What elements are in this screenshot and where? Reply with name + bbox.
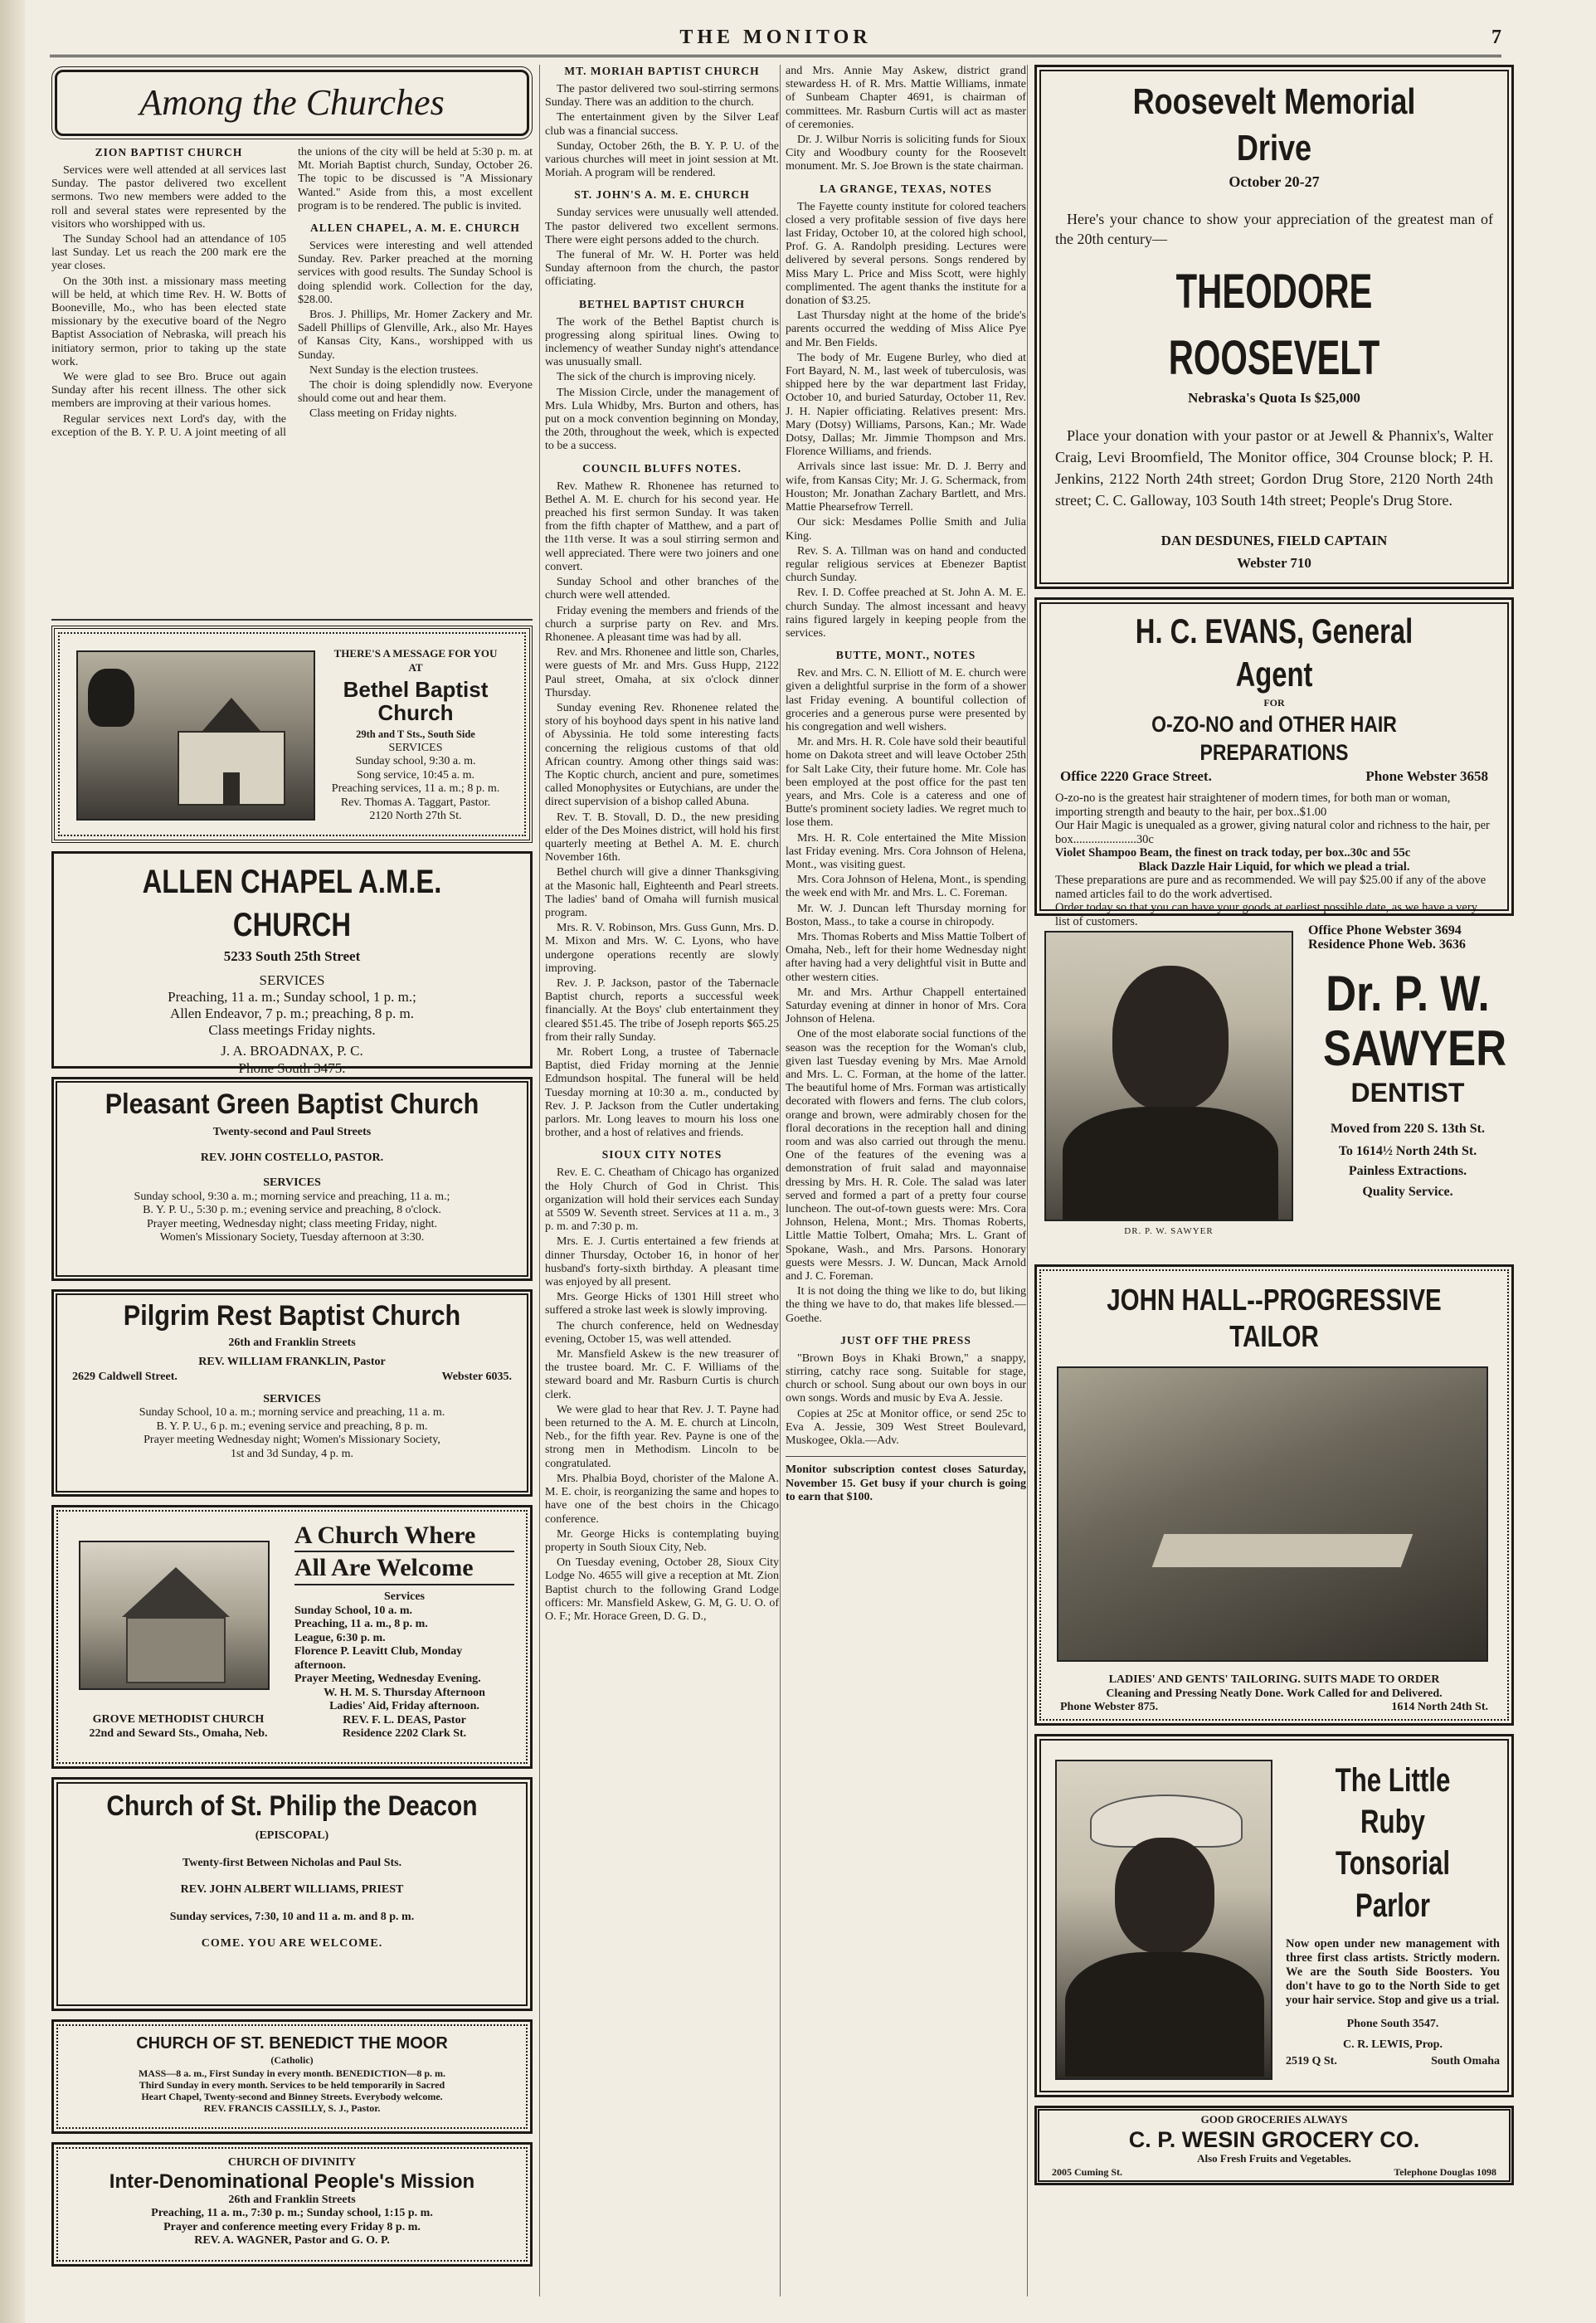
tailor-shop-photo (1057, 1366, 1488, 1662)
church-building-icon (105, 1567, 246, 1683)
sawyer-name-1: Dr. P. W. (1326, 966, 1490, 1021)
council-p2: Sunday School and other branches of the church were well attended. (545, 576, 779, 602)
grove-line-6: W. H. M. S. Thursday Afternoon (324, 1686, 485, 1699)
evans-line-4: Black Dazzle Hair Liquid, for which we plead a trial. (1138, 860, 1410, 874)
grove-headline-2: All Are Welcome (294, 1552, 514, 1585)
wesin-phone: Telephone Douglas 1098 (1394, 2166, 1496, 2178)
contest-notice: Monitor subscription contest closes Saturday, November 15. Get busy if your church is going to earn that $100. (786, 1456, 1026, 1504)
sawyer-quality: Quality Service. (1362, 1184, 1453, 1199)
pleasant-ad-line-2: B. Y. P. U., 5:30 p. m.; evening service and preaching, 8 o'clock. (143, 1204, 441, 1216)
stjohn-p2: The funeral of Mr. W. H. Porter was held Sunday afternoon from the church, the pastor officiating. (545, 249, 779, 289)
stjohn-heading: ST. JOHN'S A. M. E. CHURCH (574, 188, 750, 202)
evans-phone: Phone Webster 3658 (1365, 767, 1488, 784)
grove-address: 22nd and Seward Sts., Omaha, Neb. (89, 1726, 268, 1740)
bethel-line-1: Sunday school, 9:30 a. m. (355, 755, 476, 767)
moriah-heading: MT. MORIAH BAPTIST CHURCH (564, 65, 760, 77)
roosevelt-body: Place your donation with your pastor or at Jewell & Phannix's, Walter Craig, Levi Broomfield, The Monitor office, 304 Crounse block; P. H. Jenkins, 2122 North 24th street; Gordon Drug Store, 2120 North 24th street; C. C. Galloway, 103 South 14th street; People's Drug Store. (1055, 427, 1493, 509)
hall-line-2: Cleaning and Pressing Neatly Done. Work Called for and Delivered. (1106, 1687, 1443, 1700)
zion-column (51, 146, 533, 621)
pilgrim-ad-line-3: Prayer meeting Wednesday night; Women's Missionary Society, (144, 1434, 440, 1446)
bethel-ad (51, 626, 533, 843)
col3-top-p1: and Mrs. Annie May Askew, district grand stewardess H. of R. Mrs. Mattie Williams, inmate of Sunbeam Chapter 4691, is chairman of committees. Mr. Rasburn Curtis will act as master of ceremonies. (786, 65, 1026, 131)
sawyer-extract: Painless Extractions. (1348, 1164, 1467, 1178)
pleasant-ad-pastor: REV. JOHN COSTELLO, PASTOR. (200, 1151, 384, 1164)
council-p9: Rev. J. P. Jackson, pastor of the Tabernacle Baptist church, reports a successful week financially. At the Boys' club entertainment they cleared $51.45. The tribe of Joseph reports $65.25 from their rally Sunday. (545, 976, 779, 1044)
philip-ad-services: Sunday services, 7:30, 10 and 11 a. m. and 8 p. m. (169, 1910, 415, 1923)
ruby-ad-text (1286, 1760, 1500, 2069)
sioux-p8: Mr. George Hicks is contemplating buying property in South Sioux City, Neb. (545, 1527, 779, 1554)
bethel-p3: The Mission Circle, under the management of Mrs. Lula Whidby, Mrs. Burton and others, has put on a mock convention beginning on Monday, the 20th, throughout the week, which is expected to be a success. (545, 386, 779, 453)
benedict-ad-pastor: REV. FRANCIS CASSILLY, S. J., Pastor. (203, 2101, 381, 2114)
benedict-ad-line-1: MASS—8 a. m., First Sunday in every month. BENEDICTION—8 p. m. (138, 2067, 446, 2079)
page-header (50, 27, 1501, 57)
grove-headline-1: A Church Where (294, 1521, 514, 1552)
evans-line-3: Violet Shampoo Beam, the finest on track today, per box..30c and 55c (1055, 846, 1411, 860)
pleasant-ad-address: Twenty-second and Paul Streets (212, 1126, 372, 1138)
bethel-services-title: SERVICES (388, 741, 443, 754)
butte-p5: Mr. W. J. Duncan left Thursday morning for Boston, Mass., to take a course in chiropody. (786, 902, 1026, 928)
lagrange-p3: The body of Mr. Eugene Burley, who died at Fort Bayard, N. M., last week of tuberculosis, was shipped here by the war department last Friday, October 10, and buried Saturday, October 11, Rev. J. H. Napier officiating. Relatives present: Mrs. Mary (Dotsy) Williams, Parsons, Kan.; Mr. Wade Dotsy, Dallas; Mr. Jimmie Thompson and Mrs. Florence Williams, and friends. (786, 351, 1026, 459)
wesin-address: 2005 Cuming St. (1052, 2166, 1123, 2178)
sawyer-office-phone: Office Phone Webster 3694 (1308, 923, 1462, 937)
bethel-p1: The work of the Bethel Baptist church is progressing along spiritual lines. Owing to inclemency of weather Sunday night's attendance was unusually small. (545, 315, 779, 369)
sawyer-name-2: SAWYER (1323, 1020, 1507, 1076)
bethel-message: THERE'S A MESSAGE FOR YOU AT (333, 647, 498, 674)
ruby-prop: C. R. LEWIS, Prop. (1343, 2038, 1443, 2051)
bethel-line-4: Rev. Thomas A. Taggart, Pastor. (340, 796, 491, 809)
ruby-title-2: Tonsorial (1335, 1845, 1451, 1882)
butte-p9: It is not doing the thing we like to do, but liking the thing we have to do, that makes life blessed.—Goethe. (786, 1285, 1026, 1325)
shop-counter (1152, 1534, 1414, 1567)
pilgrim-ad-address: 26th and Franklin Streets (228, 1337, 356, 1349)
st-philip-ad (51, 1777, 533, 2011)
zion-p1: Services were well attended at all services last Sunday. The pastor delivered two excellent sermons. Two new members were added to the roll and several states were represented by the visitors who worshipped with us. (51, 164, 286, 231)
zion-p5: Regular services next Lord's day, with the exception of the B. Y. P. U. A joint meeting of all the unions of the city will be held at 5:30 p. m. at Mt. Moriah Baptist church, Sunday, October 26. The topic to be discussed is "A Missionary Wanted." Aside from this, a most excellent program is to be rendered. The public is invited. (51, 146, 533, 439)
mission-ad-label: CHURCH OF DIVINITY (227, 2156, 357, 2169)
hall-address: 1614 North 24th St. (1391, 1701, 1488, 1713)
sawyer-title: DENTIST (1350, 1078, 1465, 1108)
benedict-ad-line-2: Third Sunday in every month. Services to be held temporarily in Sacred (139, 2078, 445, 2091)
section-title: Among the Churches (139, 82, 445, 123)
pilgrim-ad-services-title: SERVICES (263, 1392, 321, 1405)
john-hall-ad (1034, 1264, 1514, 1726)
grove-church-photo (79, 1541, 270, 1690)
zion-heading: ZION BAPTIST CHURCH (95, 146, 243, 158)
pastor-portrait (88, 669, 134, 727)
butte-heading: BUTTE, MONT., NOTES (835, 649, 976, 662)
grove-ad-footer (71, 1713, 286, 1741)
allen-p3: Next Sunday is the election trustees. (309, 363, 479, 377)
pilgrim-ad-line-2: B. Y. P. U., 6 p. m.; evening service and preaching, 8 p. m. (156, 1420, 428, 1433)
press-p2: Copies at 25c at Monitor office, or send 25c to Eva A. Jessie, 309 West Street Boulevard, Muskogee, Okla.—Adv. (786, 1407, 1026, 1448)
bethel-line-3: Preaching services, 11 a. m.; 8 p. m. (331, 782, 500, 795)
pilgrim-ad-pastor: REV. WILLIAM FRANKLIN, Pastor (198, 1355, 386, 1368)
sawyer-ad-text (1308, 924, 1507, 1199)
grove-line-7: Ladies' Aid, Friday afternoon. (329, 1700, 479, 1712)
sawyer-caption: DR. P. W. SAWYER (1124, 1226, 1214, 1236)
council-heading: COUNCIL BLUFFS NOTES. (582, 461, 742, 475)
grove-pastor: REV. F. L. DEAS, Pastor (343, 1713, 466, 1726)
bethel-church-photo (76, 650, 315, 821)
sawyer-moved: Moved from 220 S. 13th St. (1331, 1122, 1485, 1136)
allen-chapel-ad (51, 851, 533, 1076)
sioux-p4: The church conference, held on Wednesday evening, October 15, was well attended. (545, 1319, 779, 1346)
pleasant-ad-name: Pleasant Green Baptist Church (105, 1088, 479, 1120)
ruby-city: South Omaha (1431, 2055, 1500, 2067)
press-heading: JUST OFF THE PRESS (840, 1333, 971, 1347)
column-3 (780, 65, 1026, 2296)
wesin-name: C. P. WESIN GROCERY CO. (1128, 2126, 1420, 2152)
grove-residence: Residence 2202 Clark St. (342, 1727, 467, 1740)
butte-p7: Mr. and Mrs. Arthur Chappell entertained Saturday evening at dinner in honor of Mrs. Cora Johnson of Helena. (786, 986, 1026, 1026)
portrait-head (1112, 966, 1229, 1111)
grove-line-4: Florence P. Leavitt Club, Monday afternoon. (294, 1645, 463, 1672)
column-1 (51, 65, 533, 2296)
philip-ad-address: Twenty-first Between Nicholas and Paul Sts. (182, 1856, 402, 1869)
sawyer-ad (1034, 924, 1514, 1256)
sawyer-to: To 1614½ North 24th St. (1338, 1143, 1477, 1158)
ruby-address-row (1286, 2055, 1500, 2069)
bethel-address: 29th and T Sts., South Side (356, 728, 475, 740)
column-4 (1027, 65, 1514, 2296)
st-benedict-ad (51, 2019, 533, 2134)
wesin-contact-row (1037, 2165, 1511, 2179)
portrait-suit (1063, 1107, 1278, 1220)
mission-ad-pastor: REV. A. WAGNER, Pastor and G. O. P. (194, 2234, 390, 2247)
philip-ad-denomination: (EPISCOPAL) (255, 1829, 329, 1842)
council-p7: Bethel church will give a dinner Thanksgiving at the Masonic hall, Eighteenth and Pearl streets. The ladies' band of Omaha will furnish musical program. (545, 866, 779, 919)
allen-ad-phone: Phone South 3475. (238, 1059, 346, 1076)
evans-line-2: Our Hair Magic is unequaled as a grower, giving natural color and richness to the hair, per box.....................30c (1055, 819, 1490, 846)
council-p8: Mrs. R. V. Robinson, Mrs. Guss Gunn, Mrs. D. M. Mixon and Mrs. W. C. Lyons, who have undergone operations recently are slowly improving. (545, 922, 779, 975)
ruby-title-1: The Little Ruby (1335, 1762, 1451, 1840)
allen-p5: Class meeting on Friday nights. (309, 407, 457, 421)
butte-p3: Mrs. H. R. Cole entertained the Mite Mission last Friday evening. Mrs. Cora Johnson of Helena, Mont., was visiting guest. (786, 831, 1026, 871)
lagrange-p1: The Fayette county institute for colored teachers closed a very profitable session of five days here last Friday, October 10, at the colored high school, Prof. G. A. Randolph presiding. Lectures were delivered by several persons. Songs rendered by Miss Mary L. Price and Miss Scott, were highly complimented. The agent thanks the institute for a donation of $3.25. (786, 200, 1026, 308)
evans-for: FOR (1263, 697, 1285, 709)
bethel-line-2: Song service, 10:45 a. m. (357, 768, 474, 782)
butte-p1: Rev. and Mrs. C. N. Elliott of M. E. church were given a delightful surprise in the form of a shower last Friday evening. A bountiful collection of groceries and a generous purse were presented by his congregation and well wishers. (786, 667, 1026, 733)
pilgrim-ad-line-1: Sunday School, 10 a. m.; morning service and preaching, 11 a. m. (139, 1406, 445, 1419)
evans-office: Office 2220 Grace Street. (1060, 767, 1212, 784)
pleasant-green-ad (51, 1077, 533, 1281)
pilgrim-ad-line-4: 1st and 3d Sunday, 4 p. m. (230, 1447, 354, 1460)
roosevelt-ad (1034, 65, 1514, 589)
sioux-p3: Mrs. George Hicks of 1301 Hill street who suffered a stroke last week is slowly improving. (545, 1291, 779, 1317)
roosevelt-name: THEODORE ROOSEVELT (1168, 264, 1380, 385)
benedict-ad-name: CHURCH OF ST. BENEDICT THE MOOR (136, 2034, 448, 2053)
column-2 (539, 65, 779, 2296)
lewis-portrait (1055, 1760, 1272, 2080)
benedict-ad-denomination: (Catholic) (270, 2054, 314, 2066)
lagrange-p2: Last Thursday night at the home of the bride's parents occurred the wedding of Miss Alice Pye and Mr. Ben Fields. (786, 309, 1026, 349)
butte-p6: Mrs. Thomas Roberts and Miss Mattie Tolbert of Omaha, Neb., left for their home Wednesday night after having had a very delightful visit in Butte and other western cities. (786, 930, 1026, 984)
butte-p8: One of the most elaborate social functions of the season was the reception for the Woman's club, given last Tuesday evening by Mrs. Mae Arnold and Mrs. L. C. Forman, at the home of the latter. The beautiful home of Mrs. Forman was artistically decorated with flowers and ferns. The club colors, orange and brown, were admirably chosen for the floral decorations in the reception hall and dining room and was also carried out through the menu. One of the features of the evening was a demonstration of fruit salad and mayonnaise dressing by Mrs. H. R. Cole. The salad was later served and formed a part of a pretty four course luncheon. The out-of-town guests were: Mrs. Cora Johnson, Helena, Mont.; Mrs. Thomas Roberts, Little Mattie Tolbert, Omaha; Mrs. L. Grant of Spokane, Wash., and Mrs. Parsons. Honorary guests were Messrs. J. W. Duncan, Mack Arnold and J. C. Foreman. (786, 1028, 1026, 1283)
bethel-heading: BETHEL BAPTIST CHURCH (578, 297, 746, 310)
sioux-heading: SIOUX CITY NOTES (601, 1148, 723, 1162)
bethel-p2: The sick of the church is improving nicely. (557, 371, 757, 384)
sioux-p1: Rev. E. C. Cheatham of Chicago has organized the Holy Church of God in Christ. This organization will hold their services each Sunday at 5509 W. Seventh street. Services at 11 a. m., 3 p. m. and 7:30 p. m. (545, 1166, 779, 1234)
evans-title: H. C. EVANS, General Agent (1135, 611, 1414, 694)
allen-ad-line-2: Allen Endeavor, 7 p. m.; preaching, 8 p. m. (170, 1005, 414, 1021)
press-p1: "Brown Boys in Khaki Brown," a snappy, stirring, catchy race song. Suitable for stage, church or school. Sung about our own boys in our own songs. Words and music by Eva A. Jessie. (786, 1351, 1026, 1405)
page-number: 7 (1491, 27, 1501, 48)
roosevelt-intro: Here's your chance to show your appreciation of the greatest man of the 20th century— (1055, 210, 1493, 247)
mission-ad-address: 26th and Franklin Streets (228, 2193, 356, 2206)
zion-p3: On the 30th inst. a missionary mass meeting will be held, at which time Rev. H. W. Botts of Booneville, Mo., who has been elected state missionary by the executive board of the Negro Baptist Association of Nebraska, will preach his initiatory sermon, prior to taking up the state work. (51, 275, 286, 368)
evans-line-1: O-zo-no is the greatest hair straightener of modern times, for both man or woman, importing strength and beauty to the hair, per box..$1.00 (1055, 791, 1451, 819)
wesin-top: GOOD GROCERIES ALWAYS (1200, 2113, 1348, 2126)
ruby-title-3: Parlor (1355, 1887, 1431, 1924)
mission-ad-line-2: Prayer and conference meeting every Friday 8 p. m. (163, 2220, 421, 2233)
pleasant-ad-line-4: Women's Missionary Society, Tuesday afternoon at 3:30. (159, 1231, 425, 1244)
stjohn-p1: Sunday services were unusually well attended. The pastor delivered two excellent sermons. There were eight persons added to the church. (545, 207, 779, 246)
moriah-p3: Sunday, October 26th, the B. Y. P. U. of the various churches will meet in joint session at Mt. Moriah. A program will be rendered. (545, 139, 779, 180)
council-p5: Sunday evening Rev. Rhonenee related the story of his boyhood days spent in his native land of Abyssinia. He told some interesting facts concerning the religious customs of that old African country. Among other things said was: The Koptic church, ancient and pure, sometimes called Monophysites or Eutychians, are under the direct supervision of a bishop called Abuna. (545, 701, 779, 809)
grove-ad-text (294, 1521, 514, 1741)
little-ruby-ad (1034, 1734, 1514, 2097)
allen-heading: ALLEN CHAPEL, A. M. E. CHURCH (310, 222, 520, 235)
allen-ad-address: 5233 South 25th Street (223, 948, 361, 964)
evans-ad (1034, 597, 1514, 928)
hall-phone: Phone Webster 875. (1060, 1701, 1159, 1713)
allen-ad-name: ALLEN CHAPEL A.M.E. CHURCH (142, 864, 442, 943)
evans-product: O-ZO-NO and OTHER HAIR PREPARATIONS (1151, 711, 1397, 765)
allen-p2: Bros. J. Phillips, Mr. Homer Zackery and Mr. Sadell Phillips of Glenville, Ark., also Mr. Hayes of Kansas City, Kans., worshipped with us Sunday. (298, 309, 533, 362)
col3-top-p2: Dr. J. Wilbur Norris is soliciting funds for Sioux City and Woodbury county for the Roosevelt monument. Mr. S. Joe Brown is the state chairman. (786, 134, 1026, 173)
grove-line-3: League, 6:30 p. m. (294, 1631, 386, 1644)
sawyer-residence-phone: Residence Phone Web. 3636 (1308, 937, 1466, 952)
grove-line-2: Preaching, 11 a. m., 8 p. m. (294, 1618, 428, 1630)
roosevelt-dates: October 20-27 (1229, 173, 1320, 190)
butte-p4: Mrs. Cora Johnson of Helena, Mont., is spending the week end with Mr. and Mrs. L. C. Foreman. (786, 874, 1026, 900)
bethel-ad-text (328, 647, 503, 824)
council-p6: Rev. T. B. Stovall, D. D., the new presiding elder of the Des Moines district, will hold his first quarterly meeting at Bethel A. M. E. church November 16th. (545, 811, 779, 864)
grove-line-5: Prayer Meeting, Wednesday Evening. (294, 1673, 481, 1685)
pilgrim-ad-residence: 2629 Caldwell Street. (72, 1371, 178, 1383)
pilgrim-rest-ad (51, 1289, 533, 1497)
sioux-p5: Mr. Mansfield Askew is the new treasurer of the trustee board. Mr. C. F. Williams of the steward board and Mr. Rasburn Curtis is church clerk. (545, 1348, 779, 1401)
allen-ad-line-3: Class meetings Friday nights. (208, 1021, 376, 1038)
evans-contact-row (1055, 767, 1493, 792)
allen-ad-line-1: Preaching, 11 a. m.; Sunday school, 1 p. m.; (168, 988, 416, 1005)
allen-p1: Services were interesting and well attended Sunday. Rev. Parker preached at the morning services with good results. The Sunday School is doing splendid work. Collection for the day, $28.00. (298, 240, 533, 306)
evans-line-5: These preparations are pure and as recommended. We will pay $25.00 if any of the above named articles fail to do the work advertised. (1055, 874, 1487, 901)
masthead: THE MONITOR (679, 27, 872, 48)
pilgrim-ad-name: Pilgrim Rest Baptist Church (123, 1300, 461, 1332)
section-title-box (55, 70, 529, 136)
hall-title: JOHN HALL--PROGRESSIVE TAILOR (1107, 1283, 1442, 1353)
zion-p2: The Sunday School had an attendance of 105 last Sunday. Let us reach the 200 mark ere the year closes. (51, 233, 286, 273)
evans-line-6: Order today so that you can have your goods at earliest possible date, as we have a very list of customers. (1055, 901, 1477, 928)
wesin-grocery-ad (1034, 2106, 1514, 2185)
council-p10: Mr. Robert Long, a trustee of Tabernacle Baptist, died Friday morning at the Jennie Edmundson hospital. The funeral will be held Tuesday morning at 10:30 a. m., conducted by Rev. J. P. Jackson from the Cutler undertaking parlors. Mr. Long leaves to mourn his loss one brother, and a host of relatives and friends. (545, 1046, 779, 1140)
sawyer-portrait (1044, 931, 1293, 1236)
philip-ad-name: Church of St. Philip the Deacon (106, 1790, 478, 1822)
wesin-also: Also Fresh Fruits and Vegetables. (1197, 2151, 1351, 2165)
grove-line-1: Sunday School, 10 a. m. (294, 1604, 412, 1617)
moriah-p1: The pastor delivered two soul-stirring sermons Sunday. There was an addition to the church. (545, 83, 779, 110)
council-p1: Rev. Mathew R. Rhonenee has returned to Bethel A. M. E. church for his second year. He preached his first sermon Sunday. It was taken from the fifth chapter of Matthew, and a part of the 11th verse. It was a soul stirring sermon and well appreciated. There were two joiners and one convert. (545, 480, 779, 573)
philip-ad-priest: REV. JOHN ALBERT WILLIAMS, PRIEST (180, 1883, 404, 1896)
sioux-p2: Mrs. E. J. Curtis entertained a few friends at dinner Thursday, October 16, in honor of her husband's forty-sixth birthday. A pleasant time was enjoyed by all present. (545, 1235, 779, 1289)
peoples-mission-ad (51, 2142, 533, 2267)
butte-p2: Mr. and Mrs. H. R. Cole have sold their beautiful home on Dakota street and will leave October 25th for Salt Lake City, their future home. Mr. Cole has been employed at the post office for the past ten years, and Mrs. Cole is a cateress and one of Butte's prominent society ladies. We regret much to lose them. (786, 736, 1026, 830)
allen-p4: The choir is doing splendidly now. Everyone should come out and hear them. (298, 379, 533, 406)
sioux-p7: Mrs. Phalbia Boyd, chorister of the Malone A. M. E. choir, is reorganizing the same and hopes to have one of the best choirs in the Chicago conference. (545, 1472, 779, 1526)
pilgrim-ad-contact-row (54, 1369, 530, 1386)
mission-ad-name: Inter-Denominational People's Mission (109, 2170, 475, 2193)
council-p4: Rev. and Mrs. Rhonenee and little son, Charles, were guests of Mr. and Mrs. Guss Hupp, 2122 Paul street, Omaha, at six o'clock dinner Thursday. (545, 646, 779, 699)
hall-line-1: LADIES' AND GENTS' TAILORING. SUITS MADE TO ORDER (1108, 1673, 1440, 1686)
grove-services-title: Services (384, 1590, 425, 1603)
lagrange-p7: Rev. I. D. Coffee preached at St. John A. M. E. church Sunday. The almost incessant and heavy rains figured largely in keeping people from the services. (786, 587, 1026, 640)
pleasant-ad-line-1: Sunday school, 9:30 a. m.; morning service and preaching, 11 a. m.; (134, 1190, 450, 1203)
council-p3: Friday evening the members and friends of the church a surprise party on Rev. and Mrs. Rhonenee. A pleasant time was had by all. (545, 604, 779, 644)
moriah-p2: The entertainment given by the Silver Leaf club was a financial success. (545, 111, 779, 138)
bethel-line-5: 2120 North 27th St. (369, 810, 462, 822)
ruby-phone: Phone South 3547. (1346, 2018, 1439, 2030)
hall-contact-row (1057, 1701, 1491, 1715)
pilgrim-ad-phone: Webster 6035. (441, 1371, 512, 1383)
roosevelt-captain: DAN DESDUNES, FIELD CAPTAIN (1161, 533, 1388, 548)
ruby-address: 2519 Q St. (1286, 2055, 1337, 2067)
page-edge (0, 0, 25, 2323)
ruby-body: Now open under new management with three first class artists. Strictly modern. We are the South Side Boosters. You don't have to go to the North Side to get your hair service. Stop and give us a trial. (1286, 1937, 1500, 2007)
benedict-ad-line-3: Heart Chapel, Twenty-second and Binney Streets. Everybody welcome. (141, 2090, 443, 2102)
sioux-p9: On Tuesday evening, October 28, Sioux City Lodge No. 4655 will give a reception at Mt. Zion Baptist church to the following Grand Lodge officers: Mr. Mansfield Askew, G. M, G. U. O. of O. F.; Mr. Horace Green, D. G. D., (545, 1556, 779, 1623)
portrait-suit (1065, 1952, 1264, 2077)
mission-ad-line-1: Preaching, 11 a. m., 7:30 p. m.; Sunday school, 1:15 p. m. (151, 2207, 433, 2219)
lagrange-p4: Arrivals since last issue: Mr. D. J. Berry and wife, from Kansas City; Mr. J. G. Schermack, from Houston; Mr. Jonathan Zachary Bartlett, and Mrs. Mattie Phearsefrow Terrell. (786, 460, 1026, 514)
portrait-head (1115, 1838, 1214, 1954)
grove-name: GROVE METHODIST CHURCH (92, 1713, 265, 1726)
roosevelt-quota: Nebraska's Quota Is $25,000 (1188, 389, 1360, 406)
pleasant-ad-line-3: Prayer meeting, Wednesday night; class meeting Friday, night. (147, 1217, 437, 1230)
allen-ad-pastor: J. A. BROADNAX, P. C. (221, 1042, 363, 1059)
roosevelt-phone: Webster 710 (1237, 554, 1311, 571)
bethel-ad-name: Bethel Baptist Church (343, 677, 489, 725)
church-building-icon (169, 698, 294, 806)
lagrange-heading: LA GRANGE, TEXAS, NOTES (820, 182, 992, 195)
allen-ad-services-title: SERVICES (259, 972, 325, 988)
grove-methodist-ad (51, 1505, 533, 1769)
zion-p4: We were glad to see Bro. Bruce out again Sunday after his recent illness. The other sick members are improving at their various homes. (51, 371, 286, 411)
lagrange-p5: Our sick: Mesdames Pollie Smith and Julia King. (786, 516, 1026, 543)
lagrange-p6: Rev. S. A. Tillman was on hand and conducted regular religious services at Ebenezer Baptist church Sunday. (786, 544, 1026, 585)
roosevelt-title: Roosevelt Memorial Drive (1132, 81, 1416, 168)
sioux-p6: We were glad to hear that Rev. J. T. Payne had been returned to the A. M. E. church at Lincoln, Neb., for the fifth year. Rev. Payne is one of the strong men in Methodism. Lincoln to be congratulated. (545, 1403, 779, 1470)
philip-ad-welcome: COME. YOU ARE WELCOME. (201, 1937, 383, 1950)
pleasant-ad-services-title: SERVICES (263, 1176, 321, 1189)
